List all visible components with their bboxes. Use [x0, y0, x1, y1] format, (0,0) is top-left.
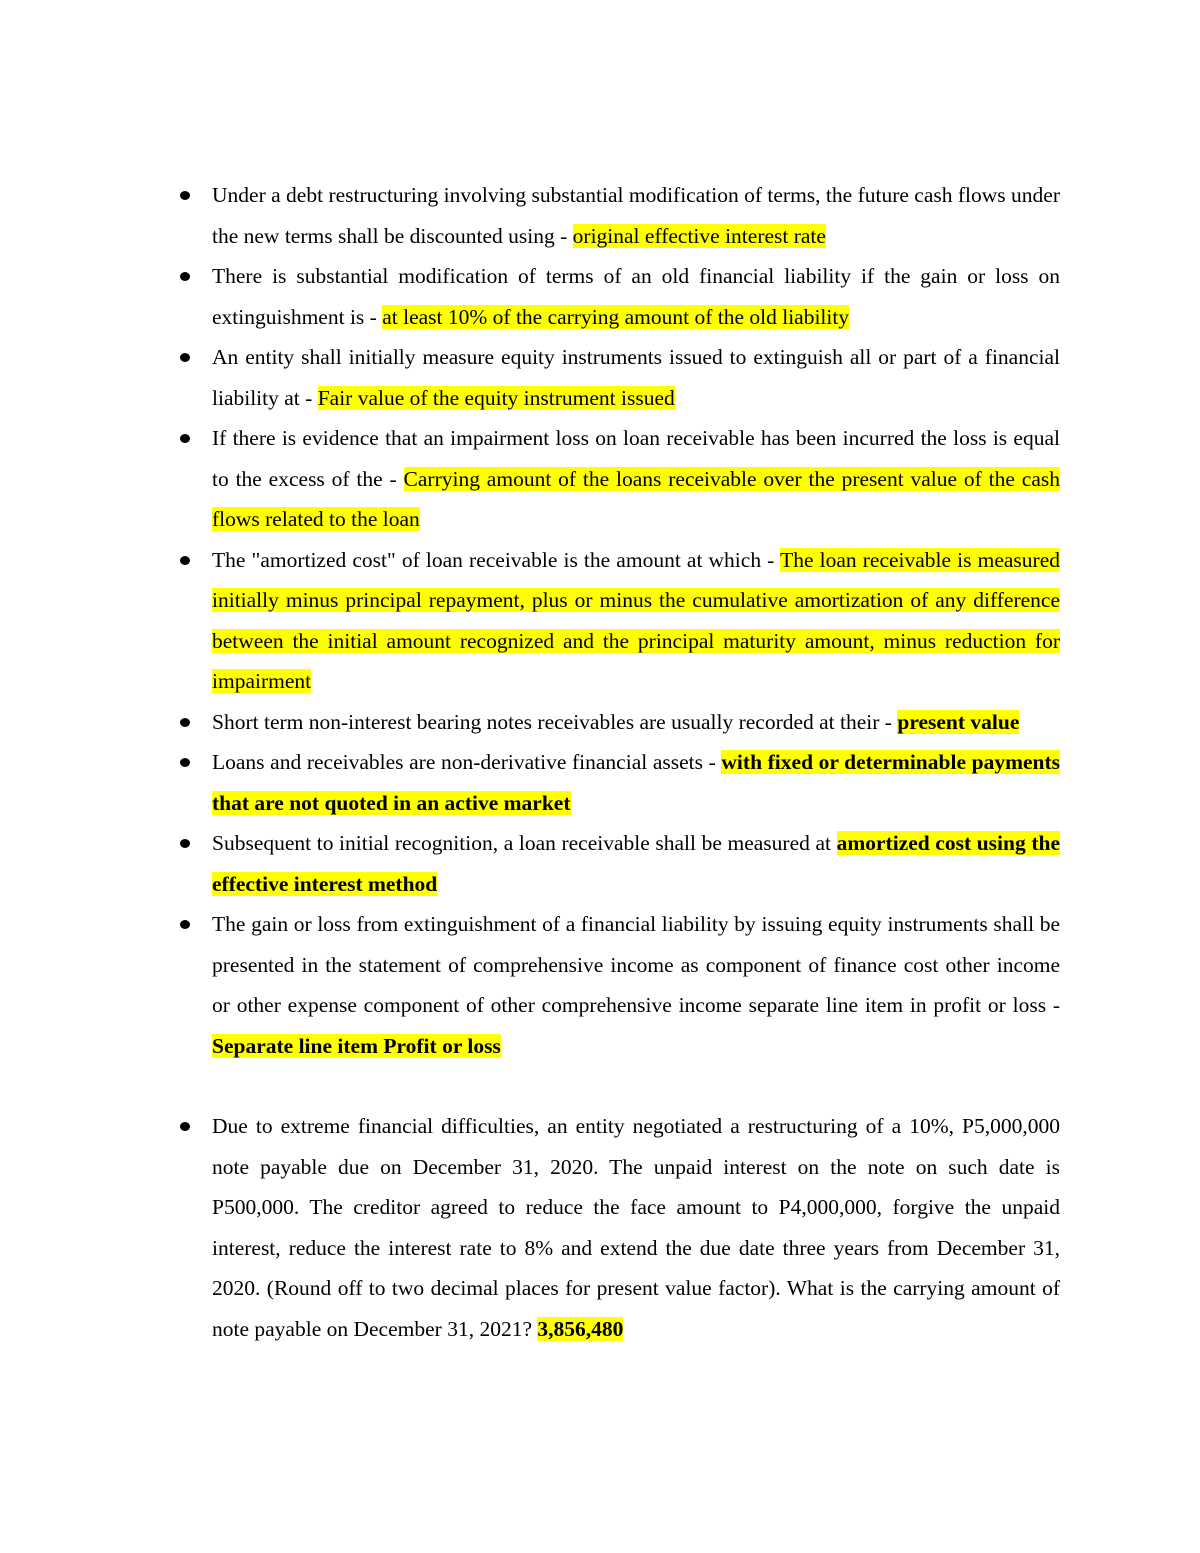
highlighted-answer: Separate line item Profit or loss: [212, 1033, 501, 1058]
question-text: The gain or loss from extinguishment of a financial liability by issuing equity instruments shall be presented in the statement of comprehensive income as component of finance cost other income or other expense component of other comprehensive income separate line item in profit or loss -: [212, 912, 1060, 1017]
question-text: Subsequent to initial recognition, a loan receivable shall be measured at: [212, 831, 837, 855]
question-text: Due to extreme financial difficulties, an entity negotiated a restructuring of a 10%, P5,000,000 note payable due on December 31, 2020. The unpaid interest on the note on such date is P500,000. The creditor agreed to reduce the face amount to P4,000,000, forgive the unpaid interest, reduce the interest rate to 8% and extend the due date three years from December 31, 2020. (Round off to two decimal places for present value factor). What is the carrying amount of note payable on December 31, 2021?: [212, 1114, 1060, 1341]
bullet-icon: [180, 839, 190, 848]
list-item: [170, 256, 1060, 337]
highlighted-answer: amortized cost using the effective interest method: [212, 831, 1060, 896]
bullet-icon: [180, 434, 190, 443]
highlighted-answer: present value: [897, 709, 1020, 734]
bullet-icon: [180, 1122, 190, 1131]
question-text: If there is evidence that an impairment loss on loan receivable has been incurred the loss is equal to the excess of the -: [212, 426, 1060, 491]
highlighted-answer: at least 10% of the carrying amount of the old liability: [382, 304, 850, 329]
highlighted-answer: The loan receivable is measured initially minus principal repayment, plus or minus the cumulative amortization of any difference between the initial amount recognized and the principal maturity amount, minus reduction for impairment: [212, 547, 1060, 693]
qa-bullet-list: [170, 175, 1060, 1349]
list-item: [170, 540, 1060, 702]
bullet-icon: [180, 718, 190, 727]
question-text: There is substantial modification of terms of an old financial liability if the gain or loss on extinguishment is -: [212, 264, 1060, 329]
list-item: [170, 1106, 1060, 1349]
list-item: [170, 418, 1060, 540]
question-text: Loans and receivables are non-derivative financial assets -: [212, 750, 722, 774]
question-text: An entity shall initially measure equity instruments issued to extinguish all or part of a financial liability at -: [212, 345, 1060, 410]
list-item: [170, 175, 1060, 256]
list-item: [170, 702, 1060, 743]
bullet-icon: [180, 191, 190, 200]
highlighted-answer: with fixed or determinable payments that are not quoted in an active market: [212, 750, 1061, 815]
list-item: [170, 742, 1060, 823]
list-item: [170, 904, 1060, 1066]
question-text: Short term non-interest bearing notes receivables are usually recorded at their -: [212, 709, 898, 734]
question-text: The "amortized cost" of loan receivable is the amount at which -: [212, 547, 781, 572]
highlighted-answer: original effective interest rate: [572, 223, 826, 248]
bullet-icon: [180, 556, 190, 565]
highlighted-answer: Fair value of the equity instrument issued: [317, 385, 675, 410]
bullet-icon: [180, 272, 190, 281]
list-item: [170, 823, 1060, 904]
highlighted-answer: Carrying amount of the loans receivable over the present value of the cash flows related to the loan: [212, 466, 1060, 531]
bullet-icon: [180, 353, 190, 362]
list-item: [170, 337, 1060, 418]
bullet-icon: [180, 758, 190, 767]
bullet-icon: [180, 920, 190, 929]
question-text: Under a debt restructuring involving substantial modification of terms, the future cash flows under the new terms shall be discounted using -: [212, 183, 1060, 248]
highlighted-answer: 3,856,480: [537, 1316, 624, 1341]
